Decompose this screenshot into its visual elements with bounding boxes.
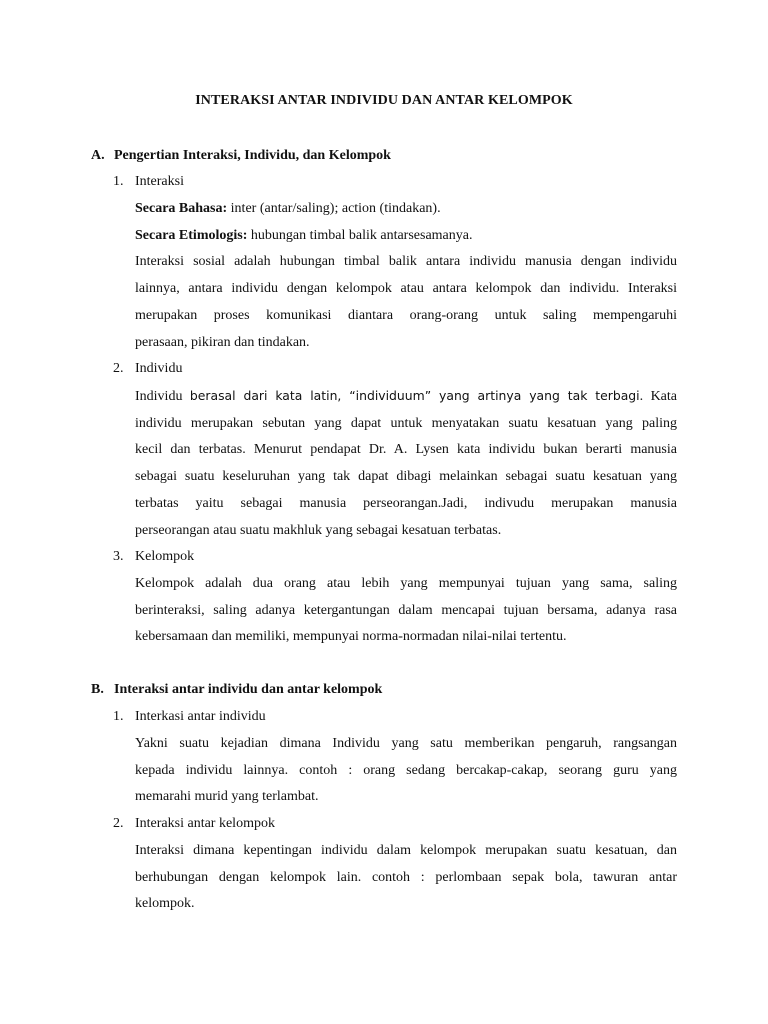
- paragraph-line: perasaan, pikiran dan tindakan.: [135, 334, 310, 350]
- definition-label: Secara Etimologis:: [135, 227, 248, 243]
- item-label: Individu: [135, 361, 183, 376]
- interaksi-antar-kelompok-body: [135, 838, 677, 918]
- text-run: Individu: [135, 389, 190, 404]
- text-run-sans: berasal dari kata latin, “individuum” yang artinya yang tak terbagi: [189, 388, 640, 403]
- item-number: 1.: [113, 174, 124, 189]
- item-label: Interkasi antar individu: [135, 709, 266, 724]
- interaksi-body: [135, 196, 677, 356]
- item-individu: [113, 361, 182, 377]
- paragraph-line: memarahi murid yang terlambat.: [135, 789, 319, 805]
- item-label: Kelompok: [135, 549, 195, 564]
- item-label: Interaksi: [135, 174, 184, 189]
- paragraph-line: berinteraksi, saling adanya ketergantungan dalam mencapai tujuan bersama, adanya rasa: [135, 602, 677, 618]
- paragraph-line: lainnya, antara individu dengan kelompok atau antara kelompok dan individu. Interaksi: [135, 281, 677, 297]
- paragraph-line: Interaksi dimana kepentingan individu dalam kelompok merupakan suatu kesatuan, dan: [135, 843, 677, 858]
- text-run: . Kata: [639, 389, 677, 404]
- definition-label: Secara Bahasa:: [135, 201, 228, 216]
- individu-body: [135, 383, 677, 544]
- section-a-heading: [91, 148, 391, 164]
- item-label: Interaksi antar kelompok: [135, 816, 275, 831]
- item-interaksi-antar-individu: [113, 709, 266, 725]
- item-number: 2.: [113, 816, 124, 831]
- paragraph-line: individu merupakan sebutan yang dapat untuk menyatakan suatu kesatuan yang paling: [135, 415, 677, 431]
- kelompok-body: [135, 571, 677, 651]
- section-letter: A.: [91, 148, 105, 163]
- section-b-heading: [91, 682, 382, 698]
- item-kelompok: [113, 549, 194, 565]
- section-heading-text: Pengertian Interaksi, Individu, dan Kelompok: [114, 148, 391, 163]
- definition-bahasa: [135, 196, 677, 223]
- item-interaksi-antar-kelompok: [113, 816, 275, 832]
- item-number: 1.: [113, 709, 124, 724]
- paragraph-line: kepada individu lainnya. contoh : orang sedang bercakap-cakap, seorang guru yang: [135, 762, 677, 778]
- section-heading-text: Interaksi antar individu dan antar kelompok: [114, 682, 383, 697]
- paragraph-line: Interaksi sosial adalah hubungan timbal balik antara individu manusia dengan individu: [135, 254, 677, 270]
- paragraph-line: merupakan proses komunikasi diantara orang-orang untuk saling mempengaruhi: [135, 307, 677, 323]
- definition-text: inter (antar/saling); action (tindakan).: [227, 201, 441, 216]
- interaksi-antar-individu-body: [135, 731, 677, 811]
- paragraph-line: sebagai suatu keseluruhan yang tak dapat dibagi melainkan sebagai suatu kesatuan yang: [135, 469, 677, 485]
- paragraph-line: berhubungan dengan kelompok lain. contoh : perlombaan sepak bola, tawuran antar: [135, 869, 677, 885]
- paragraph-line: kecil dan terbatas. Menurut pendapat Dr. A. Lysen kata individu bukan berarti manusia: [135, 442, 677, 458]
- definition-text: hubungan timbal balik antarsesamanya.: [247, 227, 473, 243]
- paragraph-line: kelompok.: [135, 896, 195, 912]
- item-interaksi: [113, 174, 184, 190]
- paragraph-line: perseorangan atau suatu makhluk yang sebagai kesatuan terbatas.: [135, 522, 502, 538]
- paragraph-line: Yakni suatu kejadian dimana Individu yang satu memberikan pengaruh, rangsangan: [135, 736, 677, 751]
- paragraph-line: Kelompok adalah dua orang atau lebih yang mempunyai tujuan yang sama, saling: [135, 576, 677, 591]
- paragraph-line: terbatas yaitu sebagai manusia perseorangan.Jadi, indivudu merupakan manusia: [135, 495, 677, 511]
- paragraph-line: kebersamaan dan memiliki, mempunyai norma-normadan nilai-nilai tertentu.: [135, 629, 567, 645]
- definition-etimologis: [135, 223, 677, 250]
- document-title: INTERAKSI ANTAR INDIVIDU DAN ANTAR KELOMPOK: [195, 93, 573, 108]
- item-number: 2.: [113, 361, 124, 376]
- section-letter: B.: [91, 682, 104, 697]
- item-number: 3.: [113, 549, 124, 564]
- paragraph-line: [135, 383, 677, 411]
